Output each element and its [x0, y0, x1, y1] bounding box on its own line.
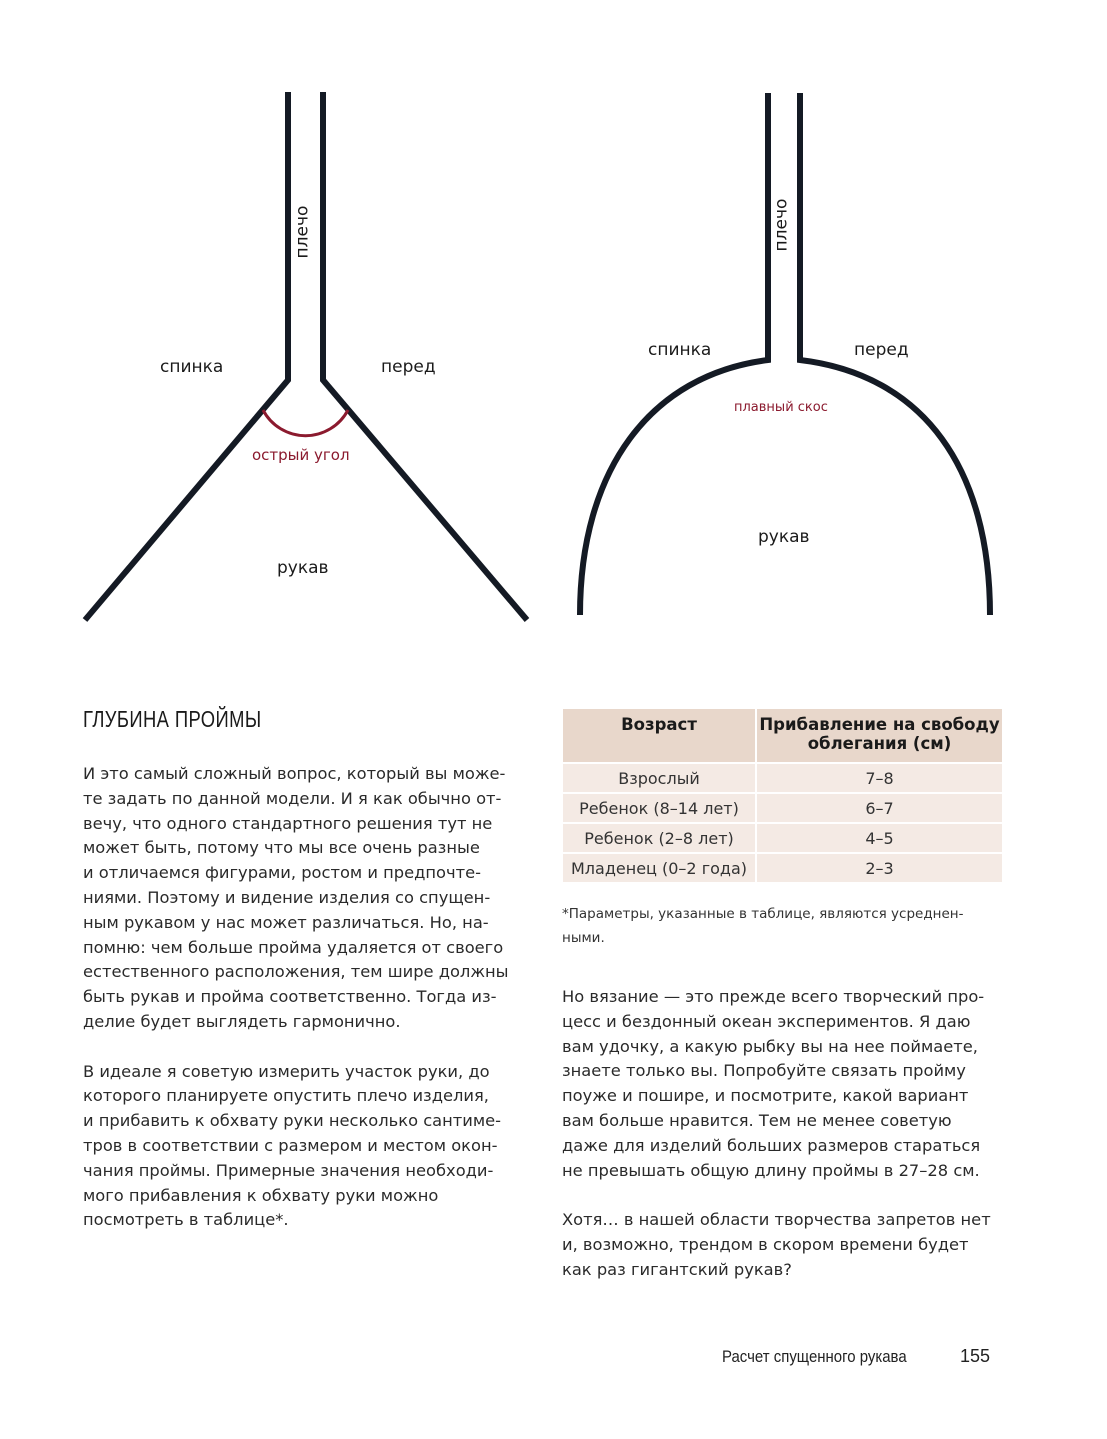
text-line: мого прибавления к обхвату руки можно [83, 1185, 439, 1205]
right-front-label: перед [854, 340, 909, 360]
table-row [563, 764, 1002, 792]
table-header-ease: Прибавление на свободу облегания (см) [757, 709, 1002, 762]
text-line: вам удочку, а какую рыбку вы на нее поймаете, [562, 1036, 978, 1056]
text-line: И это самый сложный вопрос, который вы може- [83, 764, 506, 783]
text-line: вам больше нравится. Тем не менее советую [562, 1110, 952, 1130]
ease-cell: 6–7 [757, 794, 1002, 822]
right-shoulder-label: плечо [771, 198, 792, 252]
left-sleeve-label: рукав [277, 558, 329, 578]
text-line: как раз гигантский рукав? [562, 1259, 792, 1279]
age-cell: Ребенок (8–14 лет) [563, 794, 755, 822]
text-line: может быть, потому что мы все очень разные [83, 838, 480, 858]
left-column-text [83, 762, 509, 1233]
running-footer-section: Расчет спущенного рукава [722, 1347, 907, 1366]
table-header-row [563, 709, 1002, 762]
armhole-diagrams [0, 0, 1107, 650]
left-shoulder-label: плечо [292, 205, 313, 259]
table-row [563, 824, 1002, 852]
right-sleeve-label: рукав [758, 527, 810, 547]
ease-cell: 4–5 [757, 824, 1002, 852]
ease-cell: 2–3 [757, 854, 1002, 882]
text-line: В идеале я советую измерить участок руки, до [83, 1061, 490, 1081]
text-line: Хотя… в нашей области творчества запретов нет [562, 1210, 991, 1230]
text-line: посмотреть в таблице*. [83, 1210, 289, 1230]
left-diagram-front-line [323, 92, 527, 620]
footnote-line: ными. [562, 930, 605, 946]
age-cell: Младенец (0–2 года) [563, 854, 755, 882]
left-back-label: спинка [160, 357, 224, 377]
text-line: делие будет выглядеть гармонично. [83, 1011, 401, 1031]
table-row [563, 794, 1002, 822]
age-cell: Взрослый [563, 764, 755, 792]
table-row [563, 854, 1002, 882]
text-line: цесс и бездонный океан экспериментов. Я даю [562, 1011, 971, 1031]
text-line: которого планируете опустить плечо изделия, [83, 1086, 489, 1106]
smooth-slope-label: плавный скос [734, 400, 828, 415]
left-diagram-back-line [85, 92, 288, 620]
text-line: даже для изделий больших размеров стараться [562, 1135, 981, 1155]
text-line: поуже и пошире, и посмотрите, какой вариант [562, 1086, 969, 1106]
table-footnote [562, 902, 964, 950]
text-line: и, возможно, трендом в скором времени будет [562, 1234, 969, 1254]
text-line: ниями. Поэтому и видение изделия со спущен- [83, 887, 491, 907]
text-line: и прибавить к обхвату руки несколько сантиме- [83, 1111, 502, 1131]
text-line: быть рукав и пройма соответственно. Тогда из- [83, 987, 497, 1007]
text-line: Но вязание — это прежде всего творческий про- [562, 987, 985, 1006]
text-line: вечу, что одного стандартного решения тут не [83, 813, 493, 833]
footnote-line: *Параметры, указанные в таблице, являются усреднен- [562, 906, 964, 922]
text-line: помню: чем больше пройма удаляется от своего [83, 937, 504, 957]
text-line: чания проймы. Примерные значения необходи- [83, 1160, 494, 1180]
text-line: ным рукавом у нас может различаться. Но, на- [83, 912, 489, 932]
text-line: естественного расположения, тем шире должны [83, 962, 509, 982]
right-back-label: спинка [648, 340, 712, 360]
right-column-text [562, 985, 991, 1283]
acute-angle-label: острый угол [252, 446, 350, 464]
text-line: и отличаемся фигурами, ростом и предпочте- [83, 863, 481, 883]
age-cell: Ребенок (2–8 лет) [563, 824, 755, 852]
table-header-age: Возраст [563, 709, 755, 762]
left-front-label: перед [381, 357, 436, 377]
text-line: знаете только вы. Попробуйте связать пройму [562, 1061, 966, 1081]
text-line: те задать по данной модели. И я как обычно от- [83, 788, 502, 808]
page-number: 155 [960, 1346, 991, 1366]
text-line: тров в соответствии с размером и местом окон- [83, 1135, 498, 1155]
text-line: не превышать общую длину проймы в 27–28 см. [562, 1160, 980, 1180]
acute-angle-arc [263, 410, 348, 436]
section-heading: ГЛУБИНА ПРОЙМЫ [83, 706, 262, 732]
ease-cell: 7–8 [757, 764, 1002, 792]
ease-table [561, 707, 1004, 884]
